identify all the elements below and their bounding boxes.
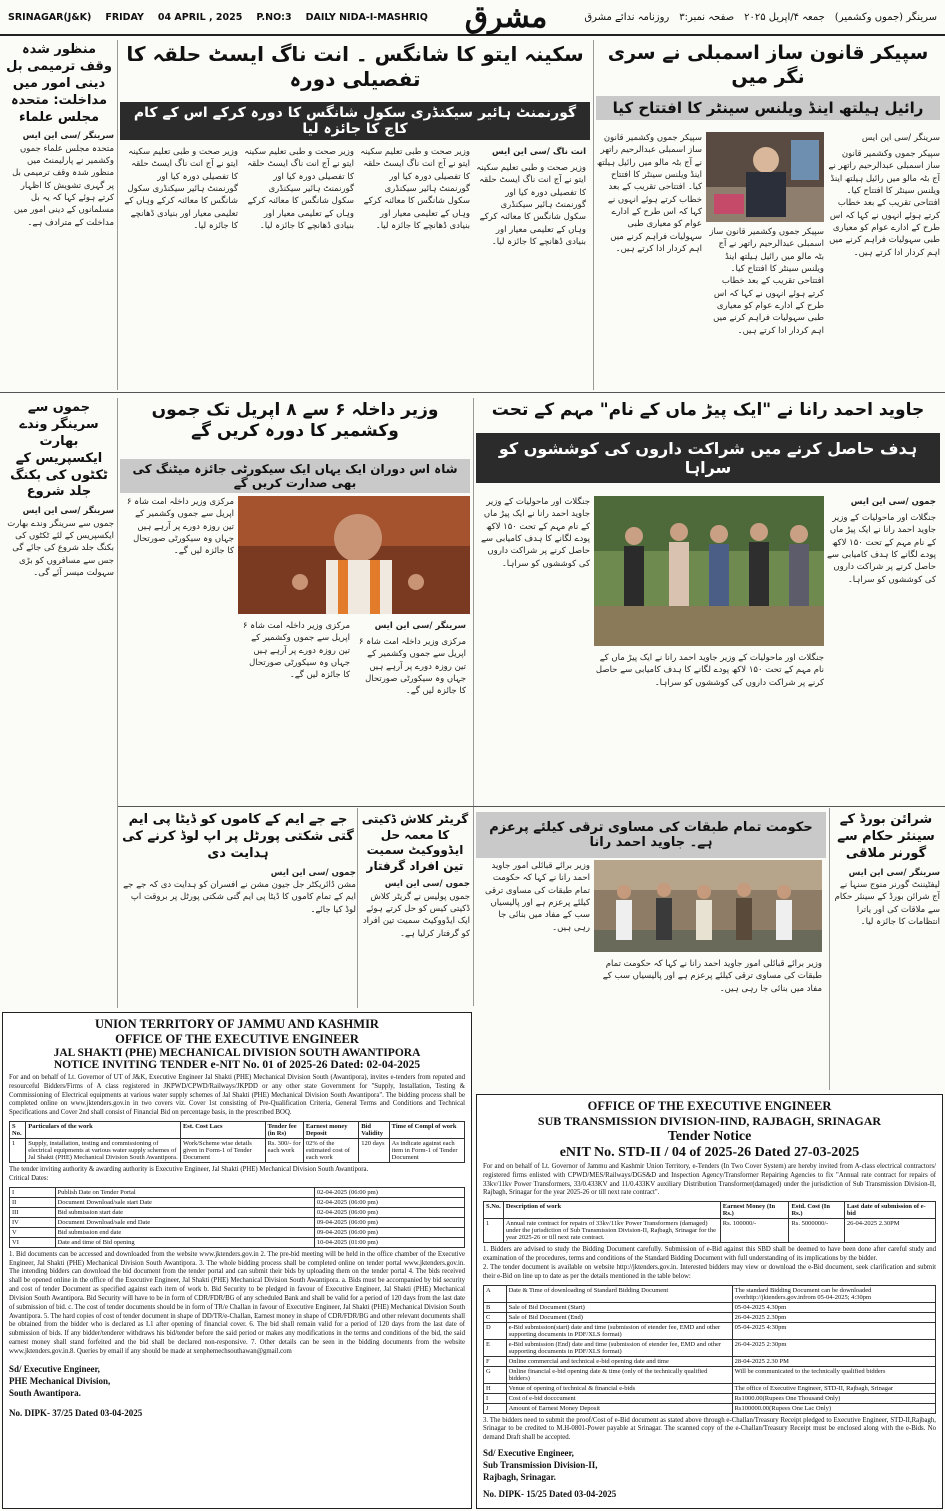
train-headline: جموں سے سرینگر وندے بھارت ایکسپریس کے ٹکٹوں کی بکنگ جلد شروع (10, 400, 108, 500)
std-work-table (483, 1201, 936, 1243)
rana-dev-story (476, 812, 826, 1090)
table-header: Estd. Cost (In Rs.) (789, 1202, 844, 1219)
sakina-story (120, 42, 590, 388)
table-cell: II (10, 1197, 56, 1207)
table-row (484, 1366, 936, 1383)
table-cell: Work/Scheme wise details given in Form-1 of Tender Document (180, 1139, 265, 1163)
std-sig-2: Sub Transmission Division-II, (483, 1460, 598, 1471)
table-cell: Bid submission end date (55, 1227, 314, 1237)
table-cell: Online financial e-bid opening date & time (only of the technically qualified bidders) (506, 1366, 732, 1383)
table-cell: Bid submission start date (55, 1207, 314, 1217)
table-cell: The office of Executive Engineer, STD-II, Rajbagh, Srinagar (732, 1383, 935, 1393)
std-intro: For and on behalf of Lt. Governor of Jammu and Kashmir Union Territory, e-Tenders (In Two Cover System) are hereby invited from A-class electrical contractors/ registered firms enlisted with CPWD/MES/Railways/DGS&D and Inspection Agency/Transformer Repairing Agencies to fix "Annual rate contract for repairs of 33kv/11kv Power Transformers, 33/0.433KV and 11/0.433KV auxiliary Distribution Transformer(damaged) under the jurisdiction of Sub Transmission Division-II, Rajbagh, Srinagar for the year 2025-26 or till next rate contract". (483, 1163, 936, 1197)
speaker-dateline: سرینگر /سی این ایس (861, 133, 940, 143)
table-header-row (484, 1202, 936, 1219)
waqf-headline: منظور شدہ وقف ترمیمی بل دینی امور میں مداخلت: متحدہ مجلس علماء (6, 42, 112, 125)
amit-shah-dateline: سرینگر /سی این ایس (374, 621, 466, 631)
table-row (10, 1217, 465, 1227)
table-cell: Will be communicated to the technically qualified bidders (732, 1366, 935, 1383)
divider (357, 808, 358, 1008)
urdu-paper: روزنامہ ندائے مشرق (584, 11, 670, 23)
table-header: Last date of submission of e-bid (844, 1202, 935, 1219)
amit-shah-photo (238, 496, 470, 614)
divider (117, 398, 118, 1008)
table-cell: 05-04-2025 4:30pm (732, 1322, 935, 1339)
table-cell: As indicate against each item in Form-1 of Tender Document (389, 1139, 464, 1163)
rana-dev-body-2: وزیر برائے قبائلی امور جاوید احمد رانا نے کہا کہ حکومت تمام طبقات کی مساوی ترقی کیلئے پرعزم ہے اور پالیسیاں سب کے مفاد میں بنائی جا رہی ہیں۔ (602, 959, 822, 994)
robbery-dateline: جموں /سی این ایس (384, 879, 470, 890)
std-para-2: 2. The tender document is available on website http://jktenders.gov.in. Interested bidders may view or download the e-Bid document, seek clarification and submit their e-Bid on line up to date as per the details mentioned in the table below: (483, 1263, 936, 1280)
table-cell: 02-04-2025 (06:00 pm) (314, 1187, 464, 1197)
speaker-body-cont2: سپیکر جموں وکشمیر قانون ساز اسمبلی عبدالرحیم راتھر نے آج بٹہ مالو میں رائیل ہیلتھ اینڈ ویلنس سینٹر کا افتتاح کیا۔ افتتاحی تقریب کے بعد خطاب کرتے ہوئے انہوں نے کہا کہ اس طرح کے ادارے عوام کو معیاری طبی سہولیات فراہم کرنے میں اہم کردار ادا کرتے ہیں۔ (709, 227, 824, 336)
rana-tree-body-2: جنگلات اور ماحولیات کے وزیر جاوید احمد رانا نے ایک پیڑ ماں کے نام مہم کے تحت ۱۵۰ لاکھ پودے لگانے کا ہدف کامیابی سے حاصل کرنے پر شراکت داروں کی کوششوں کو سراہا۔ (480, 497, 590, 569)
divider (829, 808, 830, 1090)
table-cell: Amount of Earnest Money Deposit (506, 1403, 732, 1413)
table-cell: Sale of Bid Document (Start) (506, 1302, 732, 1312)
table-cell: Publish Date on Tender Portal (55, 1187, 314, 1197)
pm-portal-headline: جے جے ایم کے کاموں کو ڈیٹا پی ایم گتی شکتی پورٹل پر اپ لوڈ کرنے کی ہدایت دی (122, 812, 354, 861)
table-cell: The standard Bidding Document can be downloaded overhttp://jktenders.gov.infrom 05-04-2025; 4:30pm (732, 1285, 935, 1302)
phe-signature (9, 1363, 465, 1420)
table-cell: IV (10, 1217, 56, 1227)
sakina-headline: سکینہ ایتو کا شانگس ۔ انت ناگ ایسٹ حلقہ کا تفصیلی دورہ (126, 42, 584, 91)
table-row (10, 1237, 465, 1247)
shrine-headline: شرائن بورڈ کے سینئر حکام سے گورنر ملاقی (837, 812, 935, 861)
urdu-page: صفحہ نمبر:۳ (679, 11, 735, 23)
speaker-body-cont: سپیکر جموں وکشمیر قانون ساز اسمبلی عبدالرحیم راتھر نے آج بٹہ مالو میں رائیل ہیلتھ اینڈ ویلنس سینٹر کا افتتاح کیا۔ افتتاحی تقریب کے بعد خطاب کرتے ہوئے انہوں نے کہا کہ اس طرح کے ادارے عوام کو معیاری طبی سہولیات فراہم کرنے میں اہم کردار ادا کرتے ہیں۔ (596, 133, 702, 254)
speaker-story (596, 42, 940, 388)
sakina-body-2: وزیر صحت و طبی تعلیم سکینہ ایتو نے آج انت ناگ ایسٹ حلقہ کا تفصیلی دورہ کیا اور گورنمنٹ ہائیر سیکنڈری سکول شانگس کا معائنہ کرکے وہاں کے تعلیمی معیار اور بنیادی ڈھانچے کا جائزہ لیا۔ (360, 147, 470, 231)
rana-tree-story (476, 400, 940, 800)
table-cell: A (484, 1285, 507, 1302)
table-header: Est. Cost Lacs (180, 1122, 265, 1139)
divider (117, 40, 118, 390)
paper-name: DAILY NIDA-I-MASHRIQ (305, 11, 428, 23)
pm-portal-dateline: جموں /سی این ایس (270, 867, 356, 878)
phe-line-2: OFFICE OF THE EXECUTIVE ENGINEER (115, 1032, 359, 1046)
rana-tree-body-1: جنگلات اور ماحولیات کے وزیر جاوید احمد رانا نے ایک پیڑ ماں کے نام مہم کے تحت ۱۵۰ لاکھ پودے لگانے کا ہدف کامیابی سے حاصل کرنے پر شراکت داروں کی کوششوں کو سراہا۔ (826, 513, 936, 585)
table-cell: 26-04-2025 2.30pm (732, 1312, 935, 1322)
place-label: SRINAGAR(J&K) (8, 11, 92, 23)
waqf-body: متحدہ مجلس علماء جموں وکشمیر نے پارلیمنٹ میں منظور شدہ وقف ترمیمی بل پر گہری تشویش کا اظہار کرتے ہوئے کہا کہ یہ بل مسلمانوں کے دینی امور میں مداخلت کے مترادف ہے۔ (12, 143, 114, 228)
std-para-1: 1. Bidders are advised to study the Bidding Document carefully. Submission of e-Bid against this SBD shall be deemed to have been done after careful study and examination of the procedures, terms and conditions of the Standard Bidding Document with full understanding of its implications by the bidder. (483, 1246, 936, 1263)
table-row (484, 1302, 936, 1312)
table-cell: 28-04-2025 2.30 PM (732, 1356, 935, 1366)
table-cell: Sale of Bid Document (End) (506, 1312, 732, 1322)
urdu-place: سرینگر (جموں وکشمیر) (834, 11, 937, 23)
table-cell: 1 (484, 1219, 504, 1243)
shrine-body: لیفٹیننٹ گورنر منوج سنہا نے آج شرائن بورڈ کے سینئر حکام سے ملاقات کی اور یاترا انتظامات کا جائزہ لیا۔ (834, 879, 940, 927)
amit-shah-story (120, 400, 470, 800)
table-cell: 09-04-2025 (06:00 pm) (314, 1227, 464, 1237)
phe-line-4: NOTICE INVITING TENDER e-NIT No. 01 of 2025-26 Dated: 02-04-2025 (53, 1059, 421, 1071)
table-cell: G (484, 1366, 507, 1383)
table-cell: Online commercial and technical e-bid opening date and time (506, 1356, 732, 1366)
table-cell: 02% of the estimated cost of each work (303, 1139, 358, 1163)
phe-sig-1: Sd/ Executive Engineer, (9, 1363, 100, 1374)
urdu-date: جمعہ ۴/اپریل ۲۰۲۵ (744, 11, 825, 23)
phe-inviting: The tender inviting authority & awarding authority is Executive Engineer, Jal Shakti (PHE) Mechanical Division South Awantipora. (9, 1166, 369, 1174)
table-cell: I (10, 1187, 56, 1197)
rana-tree-headline: جاوید احمد رانا نے "ایک پیڑ ماں کے نام" مہم کے تحت (491, 400, 925, 420)
logo: مشرق (464, 0, 548, 35)
table-cell: 02-04-2025 (06:00 pm) (314, 1207, 464, 1217)
table-cell: Venue of opening of technical & financial e-bids (506, 1383, 732, 1393)
table-row (484, 1339, 936, 1356)
table-row (10, 1197, 465, 1207)
table-header-row (10, 1122, 465, 1139)
table-cell: 1 (10, 1139, 26, 1163)
table-cell: Date & Time of downloading of Standard Bidding Document (506, 1285, 732, 1302)
table-row (10, 1139, 465, 1163)
table-header: Earnest money Deposit (303, 1122, 358, 1139)
table-cell: J (484, 1403, 507, 1413)
table-cell: Cost of e-bid docccument (506, 1393, 732, 1403)
sakina-body-4: وزیر صحت و طبی تعلیم سکینہ ایتو نے آج انت ناگ ایسٹ حلقہ کا تفصیلی دورہ کیا اور گورنمنٹ ہائیر سیکنڈری سکول شانگس کا معائنہ کرکے وہاں کے تعلیمی معیار اور بنیادی ڈھانچے کا جائزہ لیا۔ (124, 147, 238, 231)
waqf-story (4, 42, 114, 388)
table-cell: 09-04-2025 (06:00 pm) (314, 1217, 464, 1227)
table-cell: 26-04-2025 2.30PM (844, 1219, 935, 1243)
speaker-photo (706, 132, 824, 222)
pm-portal-body: مشن ڈائریکٹر جل جیون مشن نے افسران کو ہدایت دی کہ جے جے ایم کے تمام کاموں کا ڈیٹا پی ایم گتی شکتی پورٹل پر بروقت اپ لوڈ کیا جائے۔ (123, 879, 356, 915)
table-header: Time of Compl of work (389, 1122, 464, 1139)
phe-intro: For and on behalf of Lt. Governor of UT of J&K, Executive Engineer Jal Shakti (PHE) Mechanical Division South (Awantipora), invites e-tenders from reputed and resourceful Bidders/Firms of A class registered in JKPWD/CPWD/Railways/JKPDD or any other state Government for "Supply, Installation, Testing & Commissioning of Electrical equipments at various water supply schemes of Jal Shakti (PHE) Mechanical Division South Awantipora". The bidding process shall be completed online on www.jktenders.gov.in in two covers viz. Cover 1st consisting of Pre-Qualification Criteria, General Terms and Conditions and Technical Specifications and Cover 2nd shall consist of Financial Bid on percentage basis, in the prescribed BOQ. (9, 1074, 465, 1117)
phe-line-3: JAL SHAKTI (PHE) MECHANICAL DIVISION SOUTH AWANTIPORA (53, 1047, 421, 1059)
table-cell: F (484, 1356, 507, 1366)
divider (118, 806, 945, 807)
robbery-headline: گریٹر کلاش ڈکیتی کا معمہ حل ایڈووکیٹ سمیت تین افراد گرفتار (361, 812, 469, 873)
sakina-band: گورنمنٹ ہائیر سیکنڈری سکول شانگس کا دورہ کرکے اس کے کام کاج کا جائزہ لیا (120, 102, 590, 140)
sakina-dateline: انت ناگ /سی این ایس (492, 147, 586, 157)
table-row (484, 1312, 936, 1322)
divider (593, 40, 594, 390)
table-cell: B (484, 1302, 507, 1312)
table-cell: Supply, installation, testing and commissioning of electrical equipments at various water supply schemes of Jal Shakti (PHE) Mechanical Division South Awantipora. (26, 1139, 181, 1163)
std-line-3: Tender Notice (667, 1129, 752, 1144)
table-cell: Date and time of Bid opening (55, 1237, 314, 1247)
train-dateline: سرینگر /سی این ایس (22, 506, 114, 517)
table-row (484, 1383, 936, 1393)
masthead-right (584, 12, 937, 23)
table-cell: E (484, 1339, 507, 1356)
divider (0, 392, 945, 393)
rana-tree-dateline: جموں /سی این ایس (850, 497, 936, 507)
table-row (484, 1322, 936, 1339)
table-row (10, 1207, 465, 1217)
table-cell: D (484, 1322, 507, 1339)
speaker-headline: سپیکر قانون ساز اسمبلی نے سری نگر میں (607, 42, 929, 88)
date-label: 04 APRIL , 2025 (157, 11, 243, 23)
amit-shah-band: شاہ اس دوران ایک یہاں ایک سیکورٹی جائزہ میٹنگ کی بھی صدارت کریں گے (120, 459, 470, 493)
robbery-body: جموں پولیس نے گریٹر کلاش ڈکیتی کیس کو حل کرتے ہوئے ایک ایڈووکیٹ سمیت تین افراد کو گرفتار کرلیا ہے۔ (362, 891, 470, 939)
table-cell: H (484, 1383, 507, 1393)
table-cell: Document Download/sale end Date (55, 1217, 314, 1227)
table-header: Description of work (503, 1202, 720, 1219)
rana-dev-photo (594, 860, 822, 952)
table-header: Bid Validity (359, 1122, 389, 1139)
phe-dates-table (9, 1187, 465, 1248)
table-header: S.No. (484, 1202, 504, 1219)
table-cell: Rs100000.00(Rupees One Lac Only) (732, 1403, 935, 1413)
table-header: Tender fee (in Rs) (265, 1122, 303, 1139)
std-dipk: No. DIPK- 15/25 Dated 03-04-2025 (483, 1488, 617, 1499)
shrine-story (832, 812, 940, 1090)
phe-sig-2: PHE Mechanical Division, (9, 1375, 111, 1386)
table-row (484, 1285, 936, 1302)
table-cell: 10-04-2025 (01:00 pm) (314, 1237, 464, 1247)
table-cell: e-Bid submission (End) date and time (submission of etender fee, EMD and other supporting documents in PDF/XLS format) (506, 1339, 732, 1356)
table-cell: 02-04-2025 (06:00 pm) (314, 1197, 464, 1207)
std-tender-notice (476, 1094, 943, 1509)
table-row (10, 1227, 465, 1237)
phe-work-table (9, 1121, 465, 1163)
std-sig-3: Rajbagh, Srinagar. (483, 1472, 556, 1483)
phe-critical-label: Critical Dates: (9, 1174, 49, 1182)
table-cell: e-Bid submission(start) date and time (submission of etender fee, EMD and other supporting documents in PDF/XLS format) (506, 1322, 732, 1339)
std-line-2: SUB TRANSMISSION DIVISION-IIND, RAJBAGH, SRINAGAR (537, 1114, 882, 1128)
std-line-4: eNIT No. STD-II / 04 of 2025-26 Dated 27-03-2025 (559, 1145, 860, 1160)
shrine-dateline: سرینگر /سی این ایس (848, 867, 940, 878)
std-signature (483, 1447, 936, 1500)
masthead (0, 0, 945, 36)
table-cell: Rs. 100000/- (720, 1219, 789, 1243)
table-cell: 26-04-2025 2:30pm (732, 1339, 935, 1356)
rana-dev-body-1: وزیر برائے قبائلی امور جاوید احمد رانا نے کہا کہ حکومت تمام طبقات کی مساوی ترقی کیلئے پرعزم ہے اور پالیسیاں سب کے مفاد میں بنائی جا رہی ہیں۔ (485, 861, 590, 933)
divider (473, 398, 474, 1006)
masthead-left (8, 12, 428, 23)
table-cell: Rs. 5000000/- (789, 1219, 844, 1243)
table-row (484, 1356, 936, 1366)
table-cell: V (10, 1227, 56, 1237)
phe-tender-notice (2, 1012, 472, 1509)
table-cell: VI (10, 1237, 56, 1247)
table-cell: Annual rate contract for repairs of 33kv/11kv Power Transformers (damaged) under the jurisdiction of Sub Transmission Division-II, Rajbagh, Srinagar for the year 2025-26 or till next rate contract. (503, 1219, 720, 1243)
robbery-story (360, 812, 470, 1008)
std-para-3: 3. The bidders need to submit the proof/Cost of e-Bid document as stated above through e-Challan/Treasury Receipt pledged to Executive Engineer, STD-II,Rajbagh, Srinagar to be credited to M.H-0801-Power payable at Srinagar. The scanned copy of the e-Challan/Treasury Receipt must be enclosed along with the e-Bids. No demand Draft shall be accepted. (483, 1416, 936, 1442)
table-row (484, 1403, 936, 1413)
train-story (4, 400, 114, 1000)
rana-tree-band: ہدف حاصل کرنے میں شراکت داروں کی کوششوں کو سراہا (476, 433, 940, 483)
table-cell: I (484, 1393, 507, 1403)
day-label: FRIDAY (105, 11, 144, 23)
std-schedule-table (483, 1285, 936, 1414)
amit-shah-body-2: مرکزی وزیر داخلہ امت شاہ ۶ اپریل سے جموں وکشمیر کے تین روزہ دورے پر آرہے ہیں جہاں وہ سیکورٹی صورتحال کا جائزہ لیں گے۔ (358, 637, 466, 697)
table-cell: Rs1000.00(Rupees One Thousand Only) (732, 1393, 935, 1403)
amit-shah-body-3: مرکزی وزیر داخلہ امت شاہ ۶ اپریل سے جموں وکشمیر کے تین روزہ دورے پر آرہے ہیں جہاں وہ سیکورٹی صورتحال کا جائزہ لیں گے۔ (242, 621, 350, 681)
rana-dev-band: حکومت تمام طبقات کی مساوی ترقی کیلئے پرعزم ہے۔ جاوید احمد رانا (476, 812, 826, 858)
table-cell: 05-04-2025 4.30pm (732, 1302, 935, 1312)
rana-tree-body-3: جنگلات اور ماحولیات کے وزیر جاوید احمد رانا نے ایک پیڑ ماں کے نام مہم کے تحت ۱۵۰ لاکھ پودے لگانے کا ہدف کامیابی سے حاصل کرنے پر شراکت داروں کی کوششوں کو سراہا۔ (595, 653, 824, 688)
table-cell: C (484, 1312, 507, 1322)
sakina-body-3: وزیر صحت و طبی تعلیم سکینہ ایتو نے آج انت ناگ ایسٹ حلقہ کا تفصیلی دورہ کیا اور گورنمنٹ ہائیر سیکنڈری سکول شانگس کا معائنہ کرکے وہاں کے تعلیمی معیار اور بنیادی ڈھانچے کا جائزہ لیا۔ (244, 147, 354, 231)
table-row (484, 1393, 936, 1403)
phe-terms: 1. Bid documents can be accessed and downloaded from the website www.jktenders.gov.in 2. The pre-bid meeting will be held in the office chamber of the Executive Engineer, Jal Shakti (PHE) Mechanical Division South Awantipora. 3. The whole bidding process shall be completed online on tender portal www.jktenders.gov.in. The intending bidders can download the bid document from the tender portal and can submit their bids by uploading them on the tender portal 4. The bids received shall be opened online in the office of the Executive Engineer, Jal Shakti (PHE) Mechanical Division South Awantipora. a. Bids must be accompanied by bid security and cost of tender Document as specified against each item of work b. Bid Security to be pledged in favour of Executive Engineer, Jal Shakti (PHE) Mechanical Division South Awantipora. Bid Security will have to be in form of CDR/FDR/BG of any scheduled Bank and shall be valid for a period of 120 days from the last date of submission of bid. c. The cost of tender documents should be in form of TR/e Challan in favour of Executive Engineer, Jal Shakti (PHE) Mechanical Division South Awantipora. 5. The hard copies of cost of tender document in shape of DD/TR/e-Challan, Earnest money in shape of CDR/FDR/BG and other relevant documents shall be obtained from the bidder who is declared as L1 after opening of financial cover. 6. The bid shall remain valid for a period of 120 days from the last date of submission of bids. If any bidder/tenderer withdraws his bid/tender before the said period or makes any modifications in the terms and conditions of the bid, the said earnest money shall stand forfeited and the bid shall be declared non-responsive. 7. Other details can be seen in the bidding documents from the website www.jktenders.gov.in.8. Queries by email if any should be made at xenphemechsouthawan@gmail.com (9, 1250, 465, 1355)
waqf-dateline: سرینگر /سی این ایس (22, 131, 114, 142)
rana-tree-photo (594, 496, 824, 646)
table-cell: 120 days (359, 1139, 389, 1163)
std-line-1: OFFICE OF THE EXECUTIVE ENGINEER (587, 1099, 832, 1113)
table-cell: Document Download/sale start Date (55, 1197, 314, 1207)
phe-sig-3: South Awantipora. (9, 1388, 81, 1399)
phe-dipk: No. DIPK- 37/25 Dated 03-04-2025 (9, 1408, 143, 1419)
pm-portal-story (120, 812, 356, 1008)
table-cell: Rs. 300/- for each work (265, 1139, 303, 1163)
table-header: S No. (10, 1122, 26, 1139)
speaker-body: سپیکر جموں وکشمیر قانون ساز اسمبلی عبدالرحیم راتھر نے آج بٹہ مالو میں رائیل ہیلتھ اینڈ ویلنس سینٹر کا افتتاح کیا۔ افتتاحی تقریب کے بعد خطاب کرتے ہوئے انہوں نے کہا کہ اس طرح کے ادارے عوام کو معیاری طبی سہولیات فراہم کرنے میں اہم کردار ادا کرتے ہیں۔ (828, 149, 940, 258)
amit-shah-headline: وزیر داخلہ ۶ سے ۸ اپریل تک جموں وکشمیر کا دورہ کریں گے (151, 400, 439, 442)
std-sig-1: Sd/ Executive Engineer, (483, 1448, 574, 1459)
table-row (484, 1219, 936, 1243)
table-header: Particulars of the work (26, 1122, 181, 1139)
table-row (10, 1187, 465, 1197)
table-header: Earnest Money (In Rs.) (720, 1202, 789, 1219)
sakina-body-1: وزیر صحت و طبی تعلیم سکینہ ایتو نے آج انت ناگ ایسٹ حلقہ کا تفصیلی دورہ کیا اور گورنمنٹ ہائیر سیکنڈری سکول شانگس کا معائنہ کرکے وہاں کے تعلیمی معیار اور بنیادی ڈھانچے کا جائزہ لیا۔ (476, 163, 586, 247)
amit-shah-body-1: مرکزی وزیر داخلہ امت شاہ ۶ اپریل سے جموں وکشمیر کے تین روزہ دورے پر آرہے ہیں جہاں وہ سیکورٹی صورتحال کا جائزہ لیں گے۔ (126, 497, 234, 557)
phe-line-1: UNION TERRITORY OF JAMMU AND KASHMIR (95, 1017, 379, 1031)
train-body: جموں سے سرینگر وندے بھارت ایکسپریس کے لئے ٹکٹوں کی بکنگ جلد شروع کی جائے گی جس سے مسافروں کو بڑی سہولت میسر آئے گی۔ (7, 518, 114, 578)
page-number: P.NO:3 (256, 11, 292, 23)
table-cell: III (10, 1207, 56, 1217)
speaker-band: رائیل ہیلتھ اینڈ ویلنس سینٹر کا افتتاح کیا (596, 96, 940, 120)
